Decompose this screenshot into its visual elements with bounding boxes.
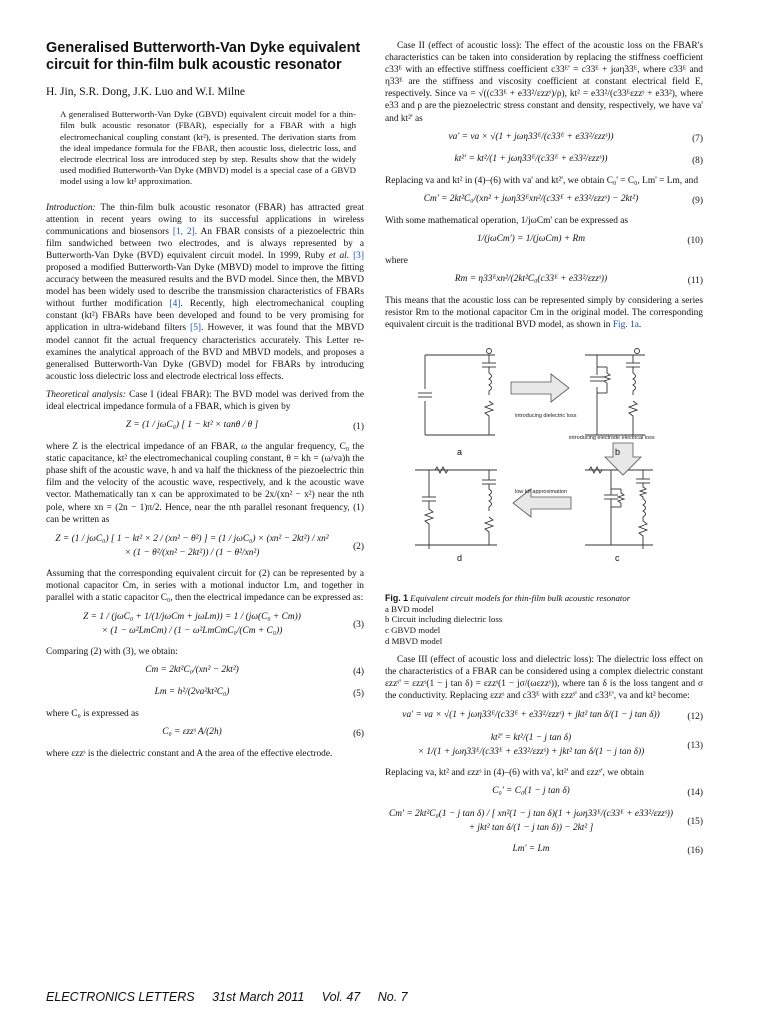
reference-link-4[interactable]: [4]	[169, 299, 181, 310]
equation-11: Rm = η33ᴱxn²/(2kt²C₀(c33ᴱ + e33²/εzzˢ)) (11)	[454, 273, 703, 286]
equation-10: 1/(jωCm') = 1/(jωCm) + Rm (10)	[476, 233, 703, 246]
arrow-a-to-b	[511, 374, 569, 402]
equation-3: Z = 1 / (jωC₀ + 1/(1/jωCm + jωLm)) = 1 / (jω(C₀ + Cm)) × (1 − ω²LmCm) / (1 − ω²LmCmC₀/(Cm + C₀)) (3)	[83, 612, 364, 637]
introduction-paragraph: Introduction: The thin-film bulk acoustic resonator (FBAR) has attracted great attention in recent years owing to its successful applications in wireless communications and biosensors [1, 2]. An FBAR consists of a piezoelectric thin film sandwiched between two electrodes, and is always represented by a Butterworth-Van Dyke (BVD) equivalent circuit model. In 1999, Ruby et al. [3] proposed a modified Butterworth-Van Dyke (MBVD) model to improve the fitting accuracy between the measured results and the BVD model. Since then, the MBVD model has been widely used to describe the transmission characteristics of FBARs without further modification [4]. Recently, high electromechanical coupling constant (kt²) FBARs have been developed and found to be very promising for application in ultra-wideband filters [5]. However, it was found that the MBVD model cannot fit the actual frequency characteristics accurately. This Letter re-examines the analytical approach of the BVD and MBVD models, and proposes a generalised Butterworth-Van Dyke (GBVD) model for FBARs by introducing acoustic loss dielectric loss and electrode electrical loss effects.	[46, 202, 365, 382]
equation-number: (14)	[687, 787, 703, 798]
figure-link[interactable]: Fig. 1a	[612, 320, 639, 331]
equation-number: (1)	[353, 422, 364, 433]
issue-number: No. 7	[377, 990, 408, 1004]
text-paragraph: Replacing va, kt² and εzzˢ in (4)–(6) with va', kt²' and εzzˢ', we obtain	[385, 767, 644, 778]
equation-13: kt²' = kt²/(1 − j tan δ) × 1/(1 + jωη33ᴱ/(c33ᴱ + e33²/εzzˢ) + jkt² tan δ/(1 − j tan δ)) (13)	[417, 732, 703, 757]
equation-4: Cm = 2kt²C₀/(xn² − 2kt²) (4)	[145, 665, 364, 678]
sub-label-a: a	[457, 447, 463, 458]
reference-link-1-2[interactable]: [1, 2]	[172, 226, 195, 237]
figure-1	[385, 337, 703, 589]
caption-item: a BVD model	[385, 603, 434, 614]
equation-number: (10)	[687, 235, 703, 246]
equation-9: Cm' = 2kt²C₀/(xn² + jωη33ᴱxn²/(c33ᴱ + e33²/εzzˢ) − 2kt²) (9)	[423, 193, 703, 206]
equation-16: Lm' = Lm (16)	[512, 843, 703, 856]
equation-number: (8)	[692, 155, 703, 166]
equation-number: (7)	[692, 133, 703, 144]
equation-number: (13)	[687, 740, 703, 751]
circuit-a	[418, 349, 496, 436]
caption-item: d MBVD model	[385, 635, 443, 646]
text-paragraph: This means that the acoustic loss can be represented simply by considering a series resistor Rm to the motional capacitor Cm in the original model. The corresponding equivalent circuit is the traditional BVD model, as shown in Fig. 1a.	[385, 295, 703, 331]
sub-label-d: d	[457, 553, 463, 564]
caption-item: c GBVD model	[385, 625, 441, 635]
text-paragraph: Assuming that the corresponding equivalent circuit for (2) can be represented by a motional capacitor Cm, in series with a motional inductor Lm, and together in parallel with a static capacitor C₀, then the electrical impedance can be expressed as:	[46, 568, 364, 603]
introduction-lead: Introduction:	[46, 202, 96, 213]
journal-name: ELECTRONICS LETTERS	[46, 990, 195, 1004]
volume: Vol. 47	[321, 990, 361, 1004]
equation-7: va' = va × √(1 + jωη33ᴱ/(c33ᴱ + e33²/εzzˢ)) (7)	[448, 131, 703, 144]
right-column	[385, 40, 703, 865]
text-paragraph: With some mathematical operation, 1/jωCm' can be expressed as	[385, 215, 629, 226]
figure-caption	[385, 593, 703, 646]
equation-2: Z = (1 / jωC₀) [ 1 − kt² × 2 / (xn² − θ²) ] = (1 / jωC₀) × (xn² − 2kt²) / xn² × (1 − θ²/(xn² − 2kt²)) / (1 − θ²/xn²) (2)	[55, 533, 364, 558]
circuit-b	[585, 349, 645, 436]
arrow-label-electrode-loss: introducing electrode electrical loss	[569, 435, 655, 442]
circuit-diagram	[385, 337, 703, 589]
arrow-label-low-kt-approximation: low kt² approximation	[515, 489, 567, 496]
equation-14: C₀' = C₀(1 − j tan δ) (14)	[492, 785, 703, 798]
figure-caption-title: Equivalent circuit models for thin-film bulk acoustic resonator	[407, 593, 631, 604]
equation-number: (2)	[353, 541, 364, 552]
text-paragraph: where Z is the electrical impedance of an FBAR, ω the angular frequency, C₀ the static capacitance, kt² the electromechanical coupling constant, θ = kh = (ω/va)h the phase shift of the acoustic wave, h and va half the thickness of the piezoelectric thin film and the velocity of the acoustic wave, respectively, and k the acoustic wave vector. Mathematically tan x can be approximated to be 2x/(xn² − x²) near the nth pole, where xn = (2n − 1)π/2. Hence, near the nth parallel resonant frequency, (1) can be written as	[46, 442, 364, 525]
arrow-label-dielectric-loss: introducing dielectric loss	[515, 413, 577, 420]
equation-1: Z = (1 / jωC₀) [ 1 − kt² × tanθ / θ ] (1)	[125, 420, 364, 433]
equation-number: (9)	[692, 195, 703, 206]
equation-number: (3)	[353, 620, 364, 630]
text-paragraph: where	[385, 255, 408, 266]
text-paragraph: Comparing (2) with (3), we obtain:	[46, 647, 178, 658]
text-paragraph: where εzzˢ is the dielectric constant and A the area of the effective electrode.	[46, 749, 333, 760]
sub-label-c: c	[615, 553, 620, 564]
equation-number: (11)	[687, 275, 703, 286]
case-ii-paragraph: Case II (effect of acoustic loss): The effect of the acoustic loss on the FBAR's characteristics can be taken into consideration by replacing the stiffness coefficient c33ᴱ with an effective stiffness coefficient c33ᴱ' = c33ᴱ + jωη33ᴱ, where c33ᴱ and η33ᴱ are the stiffness and viscosity coefficient at constant electrical field E, respectively. Since va = √((c33ᴱ + e33²/εzzˢ)/ρ), kt² = e33²/(c33ᴱεzzˢ + e33²), where e33 and ρ are the piezoelectric stress constant and density, respectively, we have va' and kt²' as	[385, 41, 703, 124]
equation-15: Cm' = 2kt²C₀(1 − j tan δ) / [ xn²(1 − j tan δ)(1 + jωη33ᴱ/(c33ᴱ + e33²/εzzˢ)) + jkt² tan δ/(1 − j tan δ)) − 2kt² ] (15)	[388, 808, 703, 833]
case-iii-paragraph: Case III (effect of acoustic loss and dielectric loss): The dielectric loss effect on the characteristics of a FBAR can be considered using a complex dielectric constant εzzˢ' = εzzˢ(1 − j tan δ) = εzzˢ(1 − jσ/(ωεzzˢ)), where tan δ is the loss tangent and σ the conductivity. Replacing εzzˢ and c33ᴱ with εzzˢ' and c33ᴱ', va and kt² become:	[385, 655, 703, 702]
sub-label-b: b	[615, 447, 621, 458]
text-paragraph: where C₀ is expressed as	[46, 709, 139, 720]
circuit-c	[585, 467, 653, 549]
equation-number: (12)	[687, 711, 703, 722]
authors: H. Jin, S.R. Dong, J.K. Luo and W.I. Milne	[46, 86, 246, 98]
circuit-d	[415, 467, 497, 549]
theory-paragraph: Theoretical analysis: Case I (ideal FBAR): The BVD model was derived from the ideal electrical impedance formula of a FBAR, which is given by	[46, 389, 364, 413]
equation-12: va' = va × √(1 + jωη33ᴱ/(c33ᴱ + e33²/εzzˢ) + jkt² tan δ/(1 − j tan δ)) (12)	[402, 709, 703, 722]
equation-number: (5)	[353, 689, 364, 700]
figure-caption-label: Fig. 1	[385, 593, 408, 604]
equation-number: (15)	[687, 816, 703, 827]
page-footer	[46, 990, 726, 1004]
abstract: A generalised Butterworth-Van Dyke (GBVD) equivalent circuit model for a thin-film bulk acoustic resonator (FBAR), especially for a FBAR with a high electromechanical coupling constant (kt²), is presented. The derivation starts from the ideal impedance formula for the FBAR, then acoustic loss, dielectric loss, and electrode electrical loss are introduced step by step. Results show that the widely used modified Butterworth-Van Dyke (MBVD) model is a special case of a GBVD model using a low kt² approximation.	[60, 109, 356, 187]
reference-link-5[interactable]: [5]	[190, 323, 202, 334]
equation-8: kt²' = kt²/(1 + jωη33ᴱ/(c33ᴱ + e33²/εzzˢ)) (8)	[454, 153, 703, 166]
issue-date: 31st March 2011	[212, 990, 305, 1004]
equation-5: Lm = h²/(2va²kt²C₀) (5)	[154, 687, 364, 700]
text-paragraph: Replacing va and kt² in (4)–(6) with va' and kt²', we obtain C₀' = C₀, Lm' = Lm, and	[385, 175, 699, 186]
equation-number: (4)	[353, 667, 364, 678]
equation-6: C₀ = εzzˢ A/(2h) (6)	[162, 727, 364, 740]
paper-title: Generalised Butterworth-Van Dyke equivalent circuit for thin-film bulk acoustic resonator	[46, 40, 361, 73]
theory-lead: Theoretical analysis:	[46, 389, 126, 400]
caption-item: b Circuit including dielectric loss	[385, 614, 503, 625]
equation-number: (6)	[353, 729, 364, 740]
left-column	[46, 40, 364, 766]
equation-number: (16)	[687, 845, 703, 856]
reference-link-3[interactable]: [3]	[353, 250, 364, 261]
